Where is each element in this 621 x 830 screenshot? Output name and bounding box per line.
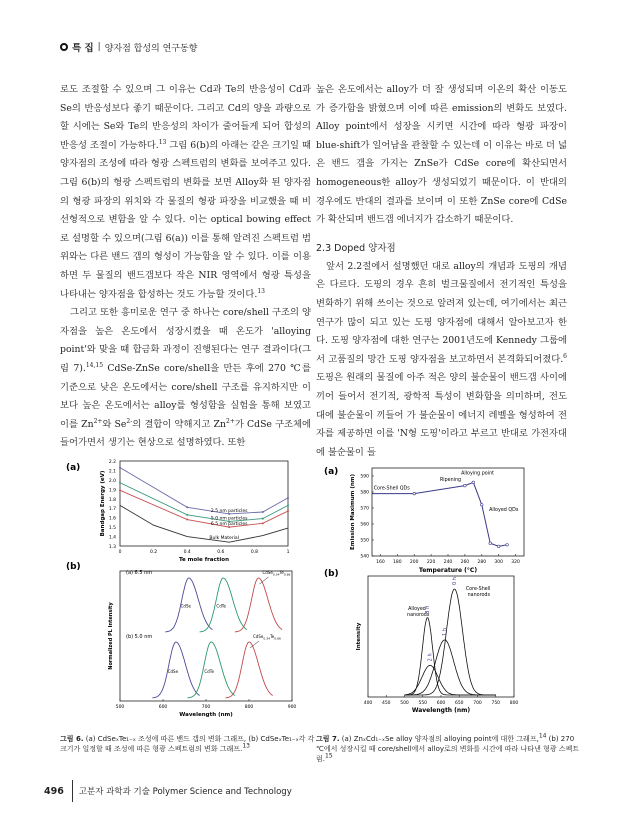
chart-annotation: Alloyed QDs: [489, 508, 519, 514]
series-label: 6.5 nm particles: [210, 522, 248, 528]
data-point: [506, 544, 509, 547]
chart-annotation: Alloyed: [408, 607, 426, 612]
series-label: 2.5 nm particles: [210, 508, 248, 514]
panel-label-7a: (a): [324, 467, 339, 477]
pl-spectrum-curve: [405, 640, 496, 695]
peak-label: CdTe: [204, 668, 214, 674]
left-column: [60, 81, 311, 453]
plot-frame: [368, 576, 514, 697]
x-tick-label: 0.4: [183, 550, 191, 555]
figure-7-svg: [316, 462, 576, 722]
x-tick-label: 450: [381, 701, 391, 706]
x-tick-label: 240: [443, 560, 453, 565]
figure-6-svg: [60, 458, 310, 718]
data-point: [119, 482, 121, 484]
x-tick-label: 200: [409, 560, 419, 565]
y-tick-label: 1.9: [108, 488, 116, 494]
x-axis-label: Temperature (°C): [418, 567, 478, 574]
circle-bullet-icon: [60, 43, 68, 51]
paragraph: 그리고 또한 흥미로운 연구 중 하나는 core/shell 구조의 양자점을 높은 온도에서 성장시켰을 때 온도가 'alloying point'와 맞을 때 합금화 과정이 진행된다는 연구 결과이다(그림 7).$^{14,15}$ CdSe-ZnSe core/shell을 만든 후에 270 ℃를 기준으로 낮은 온도에서는 core/shell 구조를 유지하지만 이보다 높은 온도에서는 alloy를 형성함을 실험을 통해 보였고 이를 $Zn^{2+}$와 $Se^{2-}$의 결합이 약해지고 $Zn^{2+}$가 CdSe 구조체에 들어가면서 생기는 현상으로 설명하였다. 또한: [60, 307, 311, 449]
data-point: [119, 489, 121, 491]
data-point: [186, 519, 188, 521]
chart-annotation: Alloying point: [461, 471, 495, 477]
y-tick-label: 1.3: [108, 545, 116, 550]
peak-annotation: $CdSe_{0.34}Te_{0.66}$: [262, 570, 291, 577]
panel-label-7b: (b): [324, 569, 339, 579]
right-column: [316, 81, 567, 462]
header-separator: |: [97, 42, 101, 52]
y-axis-label: Intensity: [356, 622, 362, 651]
y-tick-label: 2.1: [108, 469, 116, 475]
x-tick-label: 750: [491, 701, 501, 706]
x-tick-label: 700: [201, 705, 211, 710]
panel-label: (b) 5.0 nm: [126, 634, 153, 640]
pl-spectrum-curve: [405, 618, 496, 695]
x-axis-label: Wavelength (nm): [411, 707, 471, 714]
paragraph: 앞서 2.2절에서 설명했던 대로 alloy의 개념과 도핑의 개념은 다르다. 도핑의 경우 흔히 벌크물질에서 전기적인 특성을 변화하기 위해 쓰이는 것으로 알려져 있는데, 여기에서는 최근 연구가 많이 되고 있는 도핑 양자점에 대해서 알아보고자 한다. 도핑 양자점에 대한 연구는 2001년도에 Kennedy 그룹에서 고품질의 망간 도핑 양자점을 보고하면서 본격화되어졌다.$^6$ 도핑은 원래의 물질에 아주 적은 양의 불순물이 밴드갭 사이에 끼어 들어서 전기적, 광학적 특성이 변화함을 의미하며, 전도대에 불순물이 끼들어 가 불순물이 에너지 레벨을 형성하여 전자를 제공하면 이를 'N형 도핑'이라고 부르고 반대로 가전자대에 불순물이 들: [316, 260, 567, 458]
x-tick-label: 600: [436, 701, 446, 706]
x-tick-label: 280: [477, 560, 487, 565]
chart-annotation: Core-Shell QDs: [373, 486, 410, 492]
peak-label: CdTe: [216, 603, 226, 609]
annotation-arrow: [259, 577, 268, 584]
data-point: [287, 504, 289, 506]
chart-annotation: Ripening: [439, 477, 462, 483]
series-label: 5.0 nm particles: [210, 516, 248, 522]
data-point: [287, 497, 289, 499]
section-heading: 2.3 Doped 양자점: [316, 242, 396, 254]
series-line: [120, 468, 288, 514]
x-tick-label: 550: [418, 701, 428, 706]
peak-annotation: $CdSe_{0.34}Te_{0.66}$: [253, 634, 281, 641]
header-title: 양자점 합성의 연구동향: [104, 43, 198, 54]
x-tick-label: 800: [244, 705, 254, 710]
x-tick-label: 300: [494, 560, 503, 565]
x-tick-label: 800: [509, 701, 519, 706]
y-tick-label: 550: [360, 538, 369, 544]
x-tick-label: 1: [286, 550, 290, 555]
y-tick-label: 560: [360, 522, 369, 528]
figure-6: [60, 458, 310, 718]
data-point: [186, 506, 188, 508]
running-header: [60, 40, 197, 54]
footer-divider: [72, 780, 73, 802]
x-tick-label: 0.2: [150, 550, 158, 555]
x-tick-label: 500: [115, 705, 125, 710]
y-axis-label: Emission Maximum (nm): [350, 474, 356, 550]
time-label: 2 h: [427, 653, 434, 662]
y-tick-label: 1.7: [108, 507, 116, 513]
y-tick-label: 1.5: [108, 526, 116, 532]
x-tick-label: 0: [118, 550, 122, 555]
data-point: [119, 467, 121, 469]
series-line: [372, 482, 507, 546]
x-tick-label: 260: [460, 560, 470, 565]
x-axis-label: Te mole fraction: [179, 557, 229, 563]
x-tick-label: 220: [426, 560, 436, 565]
data-point: [480, 504, 483, 507]
series-label: Bulk Material: [209, 536, 239, 542]
x-axis-label: Wavelength (nm): [179, 712, 233, 718]
y-axis-label: Normalized PL Intensity: [108, 602, 114, 670]
y-tick-label: 590: [360, 474, 369, 480]
peak-label: CdSe: [167, 668, 179, 674]
x-tick-label: 400: [363, 701, 373, 706]
x-tick-label: 0.8: [250, 550, 258, 555]
time-label: 1 h: [442, 627, 449, 636]
paragraph: 로도 조절할 수 있으며 그 이유는 Cd과 Te의 반응성이 Cd과 Se의 반응성보다 좋기 때문이다. 그리고 Cd의 양을 과량으로 할 시에는 Se와 Te의 반응성의 차이가 줄어들게 되어 합성의 반응성 조절이 가능하다.$^{13}$ 그림 6(b)의 아래는 같은 크기일 때 양자점의 조성에 따라 형광 스펙트럼의 변화를 보여주고 있다. 그림 6(b)의 형광 스펙트럼의 변화를 보면 Alloy화 된 양자점의 형광 파장의 위치와 각 물질의 형광 파장을 비교했을 때 비선형적으로 변함을 알 수 있다. 이는 optical bowing effect로 설명할 수 있으며(그림 6(a)) 이를 통해 알려진 스펙트럼 범위와는 다른 밴드 갭의 형성이 가능함을 알 수 있다. 이를 이용하면 두 물질의 밴드갭보다 작은 NIR 영역에서 형광 특성을 나타내는 양자점을 합성하는 것도 가능할 것이다.$^{13}$: [60, 84, 311, 300]
chart-annotation: Core-Shell: [465, 587, 491, 592]
paragraph: 높은 온도에서는 alloy가 더 잘 생성되며 이온의 확산 이동도가 증가함을 밝혔으며 이에 따른 emission의 변화도 보였다. Alloy point에서 성장을 시키면 시간에 따라 형광 파장이 blue-shift가 일어남을 관찰할 수 있는데 이 이유는 바로 더 넓은 밴드 갭을 가지는 ZnSe가 CdSe core에 확산되면서 homogeneous한 alloy가 생성되었기 때문이다. 이 반대의 경우에도 반대의 결과를 보이며 이 또한 ZnSe core에 CdSe가 확산되며 밴드갭 에너지가 감소하기 때문이다.: [316, 84, 567, 226]
y-tick-label: 1.4: [108, 535, 116, 541]
series-line: [120, 483, 288, 522]
y-tick-label: 580: [360, 490, 369, 496]
y-tick-label: 1.6: [108, 516, 116, 522]
x-tick-label: 160: [376, 560, 385, 565]
data-point: [497, 545, 500, 548]
data-point: [464, 484, 467, 487]
panel-label-6a: (a): [66, 463, 81, 473]
data-point: [186, 514, 188, 516]
y-tick-label: 2.2: [108, 460, 116, 465]
data-point: [489, 542, 492, 545]
figure-6-caption: 그림 6. (a) CdSeₓTe₁₋ₓ 조성에 따른 밴드 갭의 변화 그래프, (b) CdSeₓTe₁₋ₓ각 각 크기가 일정할 때 조성에 따른 형광 스펙트럼의 변화 그래프.$^{13}$: [60, 735, 315, 753]
x-tick-label: 320: [511, 560, 520, 565]
x-tick-label: 500: [400, 701, 409, 706]
chart-annotation: nanorods: [467, 593, 490, 598]
y-tick-label: 570: [360, 506, 369, 512]
data-point: [287, 510, 289, 512]
pl-peak-curve: [225, 642, 272, 698]
x-tick-label: 600: [158, 705, 168, 710]
y-tick-label: 540: [360, 554, 369, 560]
figure-7-caption: 그림 7. (a) ZnₓCd₁₋ₓSe alloy 양자점의 alloying point에 대한 그래프,$^{14}$ (b) 270 ℃에서 성장시킬 때 core/shell에서 alloy로의 변화를 시간에 따라 나타낸 형광 스펙트럼.$^{15}$: [316, 732, 580, 763]
section-label: 특 집: [72, 43, 94, 54]
peak-label: CdSe: [180, 603, 191, 609]
figure-7: [316, 462, 576, 722]
data-point: [262, 522, 264, 524]
data-point: [262, 518, 264, 520]
page-footer: [44, 780, 292, 802]
panel-label-6b: (b): [66, 562, 81, 572]
y-tick-label: 1.8: [108, 497, 116, 503]
series-line: [120, 490, 288, 527]
panel-label: (a) 6.5 nm: [126, 570, 153, 576]
x-tick-label: 700: [473, 701, 482, 706]
chart-annotation: nanorods: [407, 613, 430, 618]
data-point: [413, 492, 416, 495]
journal-name: 고분자 과학과 기술 Polymer Science and Technology: [78, 787, 292, 797]
time-label: 3 h: [424, 605, 431, 614]
y-axis-label: Bandgap Energy (eV): [100, 470, 106, 537]
data-point: [262, 511, 264, 513]
time-label: 0 h: [452, 577, 459, 585]
x-tick-label: 0.6: [217, 550, 225, 555]
x-tick-label: 650: [454, 701, 464, 706]
plot-frame: [120, 461, 288, 546]
y-tick-label: 2.0: [108, 478, 116, 484]
x-tick-label: 900: [287, 705, 297, 710]
x-tick-label: 180: [393, 560, 402, 565]
page-number: 496: [44, 785, 64, 797]
data-point: [472, 481, 475, 484]
